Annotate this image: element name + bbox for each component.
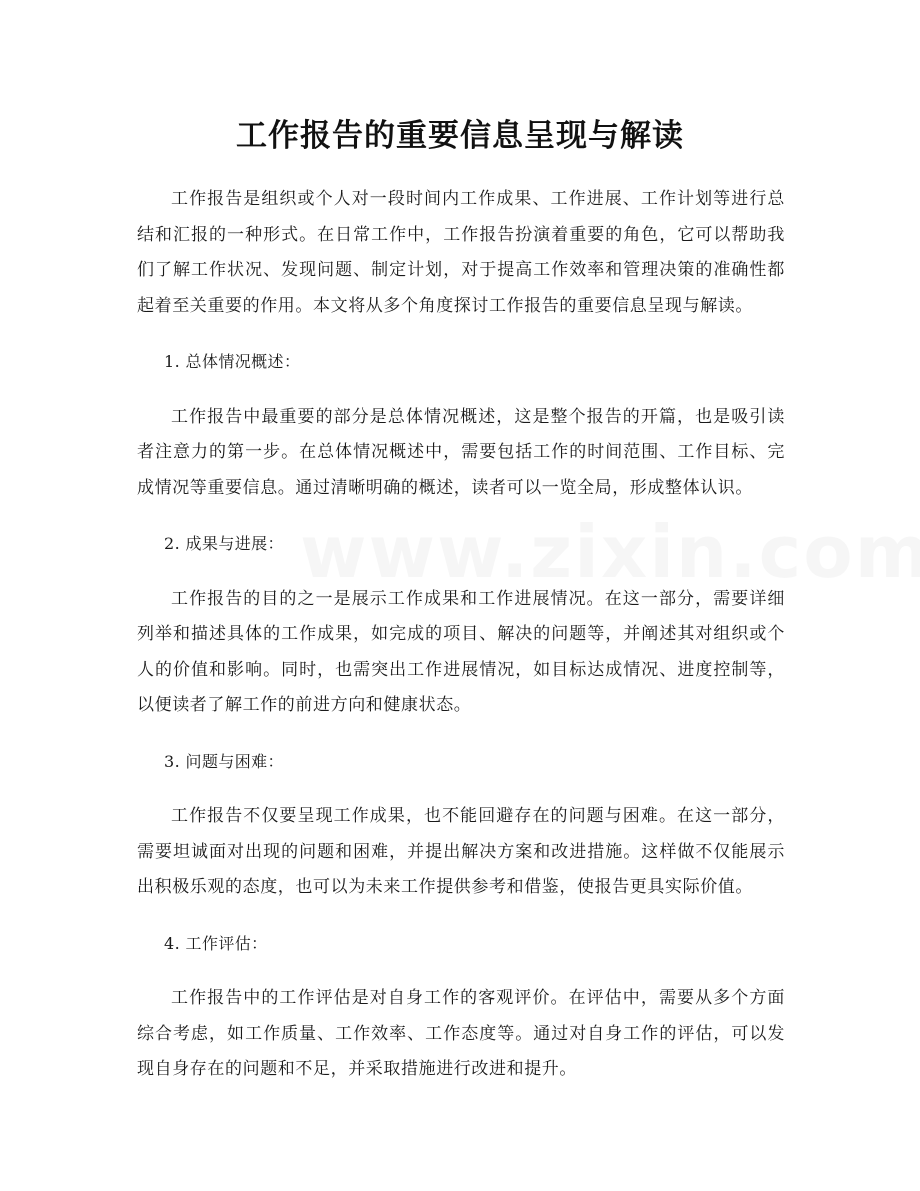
results-paragraph: 工作报告的目的之一是展示工作成果和工作进展情况。在这一部分，需要详细列举和描述具体的工作成果，如完成的项目、解决的问题等，并阐述其对组织或个人的价值和影响。同时，也需突出工作进展情况，如目标达成情况、进度控制等，以便读者了解工作的前进方向和健康状态。 xyxy=(137,588,785,715)
section-heading-results: 2. 成果与进展： xyxy=(164,534,284,553)
overview-paragraph: 工作报告中最重要的部分是总体情况概述，这是整个报告的开篇，也是吸引读者注意力的第一步。在总体情况概述中，需要包括工作的时间范围、工作目标、完成情况等重要信息。通过清晰明确的概述，读者可以一览全局，形成整体认识。 xyxy=(137,406,785,498)
problems-paragraph: 工作报告不仅要呈现工作成果，也不能回避存在的问题与困难。在这一部分，需要坦诚面对出现的问题和困难，并提出解决方案和改进措施。这样做不仅能展示出积极乐观的态度，也可以为未来工作提供参考和借鉴，使报告更具实际价值。 xyxy=(137,806,785,897)
document-title: 工作报告的重要信息呈现与解读 xyxy=(236,118,684,154)
evaluation-paragraph: 工作报告中的工作评估是对自身工作的客观评价。在评估中，需要从多个方面综合考虑，如工作质量、工作效率、工作态度等。通过对自身工作的评估，可以发现自身存在的问题和不足，并采取措施进行改进和提升。 xyxy=(137,988,785,1079)
section-heading-evaluation: 4. 工作评估： xyxy=(164,933,268,953)
section-heading-overview: 1. 总体情况概述： xyxy=(164,352,301,371)
section-heading-problems: 3. 问题与困难： xyxy=(164,751,284,771)
intro-paragraph: 工作报告是组织或个人对一段时间内工作成果、工作进展、工作计划等进行总结和汇报的一种形式。在日常工作中，工作报告扮演着重要的角色，它可以帮助我们了解工作状况、发现问题、制定计划，对于提高工作效率和管理决策的准确性都起着至关重要的作用。本文将从多个角度探讨工作报告的重要信息呈现与解读。 xyxy=(137,189,785,316)
document-body xyxy=(137,182,785,1108)
